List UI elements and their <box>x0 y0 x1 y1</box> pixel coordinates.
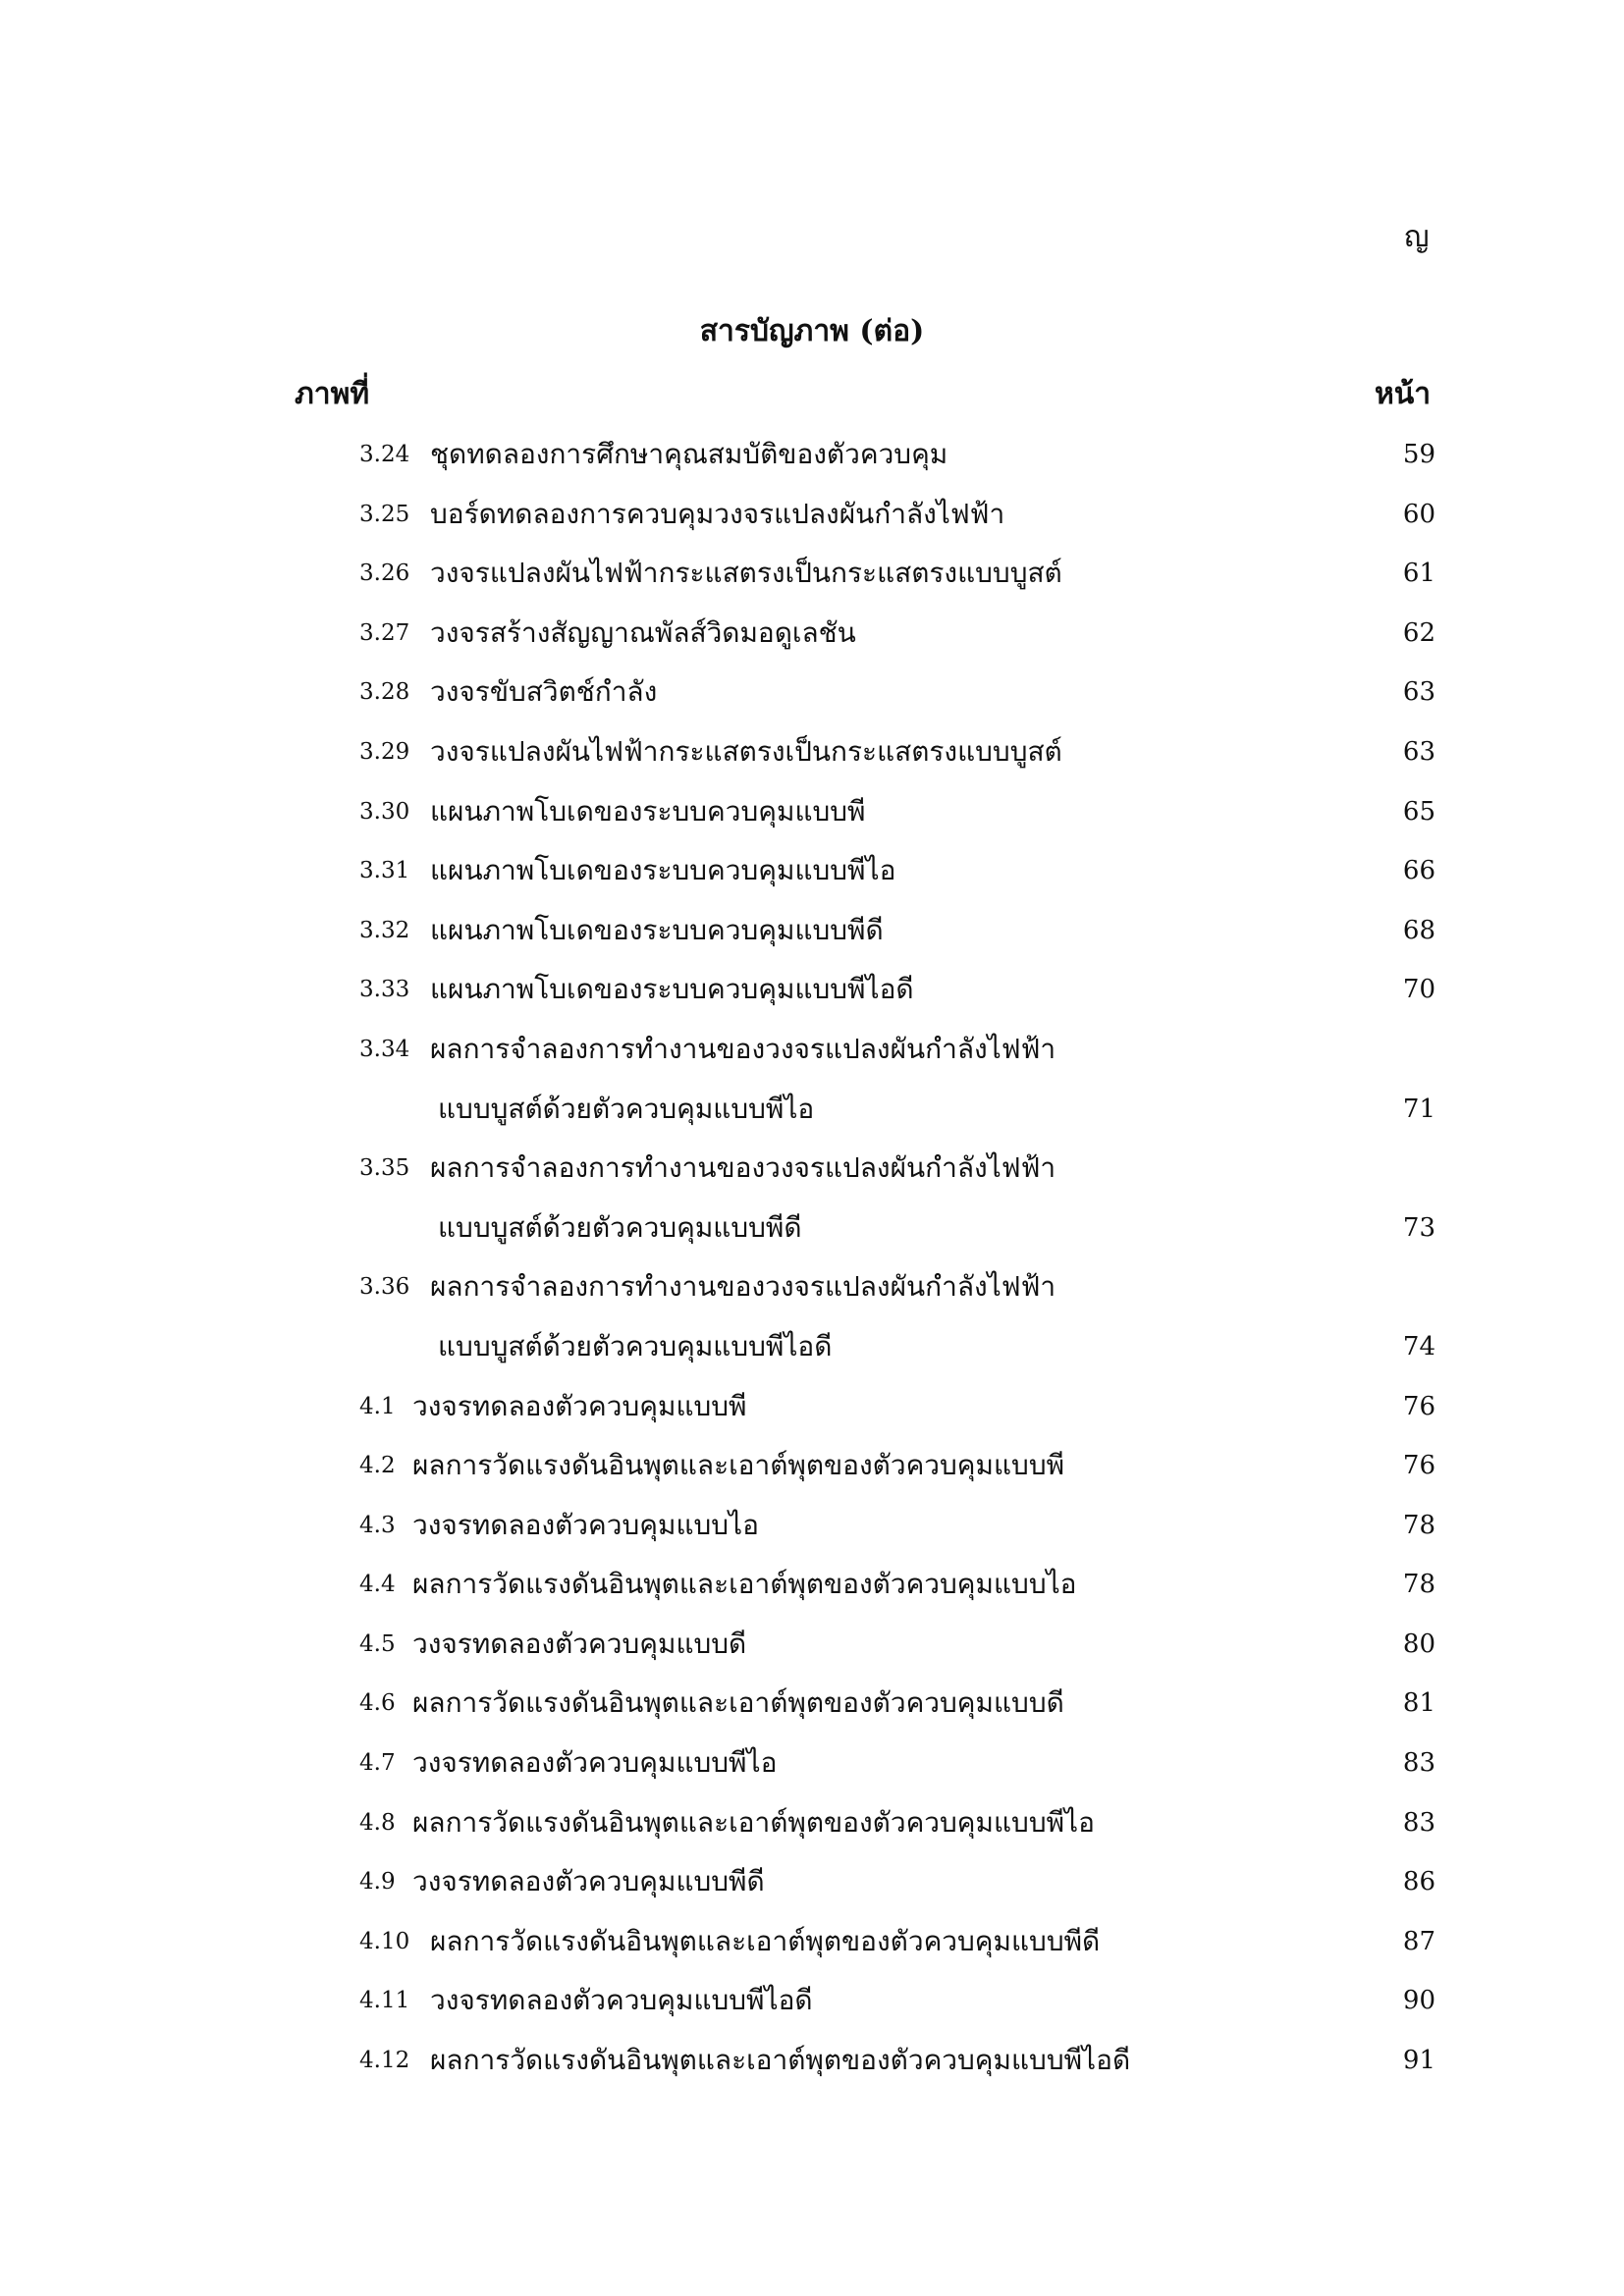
page-number: 86 <box>1402 1867 1435 1897</box>
figure-caption <box>416 782 1357 842</box>
caption-line: แผนภาพโบเดของระบบควบคุมแบบพีไอดี <box>430 973 914 1006</box>
figure-caption <box>416 841 1357 901</box>
caption-line: วงจรแปลงผันไฟฟ้ากระแสตรงเป็นกระแสตรงแบบบูสต์ <box>430 557 1062 590</box>
caption-line: วงจรทดลองตัวควบคุมแบบพีไอดี <box>430 1984 813 2017</box>
figure-caption <box>399 1377 1357 1437</box>
list-item[interactable] <box>359 901 1435 961</box>
page-number: 78 <box>1402 1510 1435 1540</box>
figure-number: 3.27 <box>359 619 410 646</box>
column-header-page: หน้า <box>1375 377 1432 411</box>
figure-caption <box>416 1020 1357 1139</box>
figure-list <box>359 425 1435 2091</box>
list-item[interactable] <box>359 544 1435 604</box>
page-number: 62 <box>1402 617 1435 648</box>
page-title: สารบัญภาพ (ต่อ) <box>699 314 925 348</box>
figure-caption <box>399 1674 1357 1734</box>
figure-number: 3.30 <box>359 798 410 825</box>
page-number: 65 <box>1402 796 1435 827</box>
caption-line: วงจรทดลองตัวควบคุมแบบไอ <box>412 1508 759 1541</box>
page-number: 68 <box>1402 915 1435 945</box>
caption-line: ผลการวัดแรงดันอินพุตและเอาต์พุตของตัวควบคุมแบบพีไอดี <box>430 2044 1131 2077</box>
page-number: 71 <box>1402 1094 1435 1124</box>
caption-line: วงจรขับสวิตช์กำลัง <box>430 675 658 709</box>
list-item[interactable] <box>359 960 1435 1020</box>
page-number: 83 <box>1402 1748 1435 1779</box>
figure-caption <box>399 1496 1357 1556</box>
list-item[interactable] <box>359 1020 1435 1139</box>
caption-line: วงจรทดลองตัวควบคุมแบบดี <box>412 1627 747 1660</box>
caption-line: วงจรทดลองตัวควบคุมแบบพีดี <box>412 1865 765 1898</box>
caption-line: ชุดทดลองการศึกษาคุณสมบัติของตัวควบคุม <box>430 438 948 470</box>
list-item[interactable] <box>359 1852 1435 1912</box>
page-number: 87 <box>1402 1926 1435 1956</box>
caption-line: ผลการวัดแรงดันอินพุตและเอาต์พุตของตัวควบคุมแบบไอ <box>412 1568 1077 1601</box>
caption-line-continued: แบบบูสต์ด้วยตัวควบคุมแบบพีดี <box>438 1210 802 1244</box>
caption-line: ผลการวัดแรงดันอินพุตและเอาต์พุตของตัวควบคุมแบบพี <box>412 1449 1065 1482</box>
figure-number: 3.32 <box>359 917 410 943</box>
figure-number: 4.8 <box>359 1809 396 1836</box>
figure-number: 3.36 <box>359 1274 410 1301</box>
caption-line: ผลการวัดแรงดันอินพุตและเอาต์พุตของตัวควบคุมแบบพีดี <box>430 1924 1101 1957</box>
figure-number: 3.24 <box>359 442 410 467</box>
caption-line: วงจรแปลงผันไฟฟ้ากระแสตรงเป็นกระแสตรงแบบบูสต์ <box>430 734 1062 768</box>
page-number: 61 <box>1402 559 1435 589</box>
list-item[interactable] <box>359 1496 1435 1556</box>
figure-caption <box>399 1615 1357 1675</box>
figure-number: 4.1 <box>359 1393 396 1419</box>
figure-number: 3.33 <box>359 977 410 1003</box>
list-item[interactable] <box>359 722 1435 782</box>
list-item[interactable] <box>359 841 1435 901</box>
figure-caption <box>416 544 1357 604</box>
figure-number: 3.29 <box>359 738 410 765</box>
caption-line: ผลการวัดแรงดันอินพุตและเอาต์พุตของตัวควบคุมแบบพีไอ <box>412 1805 1095 1839</box>
caption-line: แผนภาพโบเดของระบบควบคุมแบบพี <box>430 794 866 828</box>
figure-number: 4.5 <box>359 1630 396 1657</box>
caption-line: ผลการจำลองการทำงานของวงจรแปลงผันกำลังไฟฟ้า <box>430 1151 1056 1185</box>
list-item[interactable] <box>359 2031 1435 2091</box>
caption-line: บอร์ดทดลองการควบคุมวงจรแปลงผันกำลังไฟฟ้า <box>430 497 1005 530</box>
figure-number: 4.2 <box>359 1453 396 1479</box>
page-number: 90 <box>1402 1986 1435 2016</box>
figure-caption <box>416 604 1357 664</box>
caption-line: วงจรทดลองตัวควบคุมแบบพี <box>412 1389 747 1422</box>
figure-caption <box>399 1555 1357 1615</box>
caption-line: วงจรทดลองตัวควบคุมแบบพีไอ <box>412 1746 778 1780</box>
list-item[interactable] <box>359 1139 1435 1257</box>
figure-number: 3.34 <box>359 1036 410 1062</box>
list-item[interactable] <box>359 1257 1435 1376</box>
caption-line: แผนภาพโบเดของระบบควบคุมแบบพีดี <box>430 913 884 946</box>
page-number: 76 <box>1402 1451 1435 1481</box>
list-item[interactable] <box>359 1555 1435 1615</box>
page-number: 73 <box>1402 1212 1435 1243</box>
list-item[interactable] <box>359 782 1435 842</box>
list-item[interactable] <box>359 1793 1435 1853</box>
list-item[interactable] <box>359 1674 1435 1734</box>
figure-number: 4.7 <box>359 1750 396 1777</box>
figure-number: 4.3 <box>359 1512 396 1538</box>
caption-line: ผลการจำลองการทำงานของวงจรแปลงผันกำลังไฟฟ้า <box>430 1032 1056 1065</box>
caption-line: วงจรสร้างสัญญาณพัลส์วิดมอดูเลชัน <box>430 615 856 649</box>
list-item[interactable] <box>359 663 1435 722</box>
page-number: 76 <box>1402 1391 1435 1421</box>
figure-number: 3.31 <box>359 858 410 884</box>
page-number: 91 <box>1402 2046 1435 2076</box>
figure-number: 4.6 <box>359 1690 396 1717</box>
figure-caption <box>399 1793 1357 1853</box>
figure-caption <box>416 663 1357 722</box>
caption-line: แผนภาพโบเดของระบบควบคุมแบบพีไอ <box>430 854 896 887</box>
caption-line: ผลการวัดแรงดันอินพุตและเอาต์พุตของตัวควบคุมแบบดี <box>412 1686 1064 1720</box>
list-item[interactable] <box>359 1615 1435 1675</box>
figure-caption <box>399 1734 1357 1793</box>
page-number: 70 <box>1402 975 1435 1005</box>
figure-number: 3.28 <box>359 679 410 706</box>
page-number: 63 <box>1402 677 1435 708</box>
caption-line-continued: แบบบูสต์ด้วยตัวควบคุมแบบพีไอ <box>438 1092 815 1125</box>
page-number: 78 <box>1402 1570 1435 1600</box>
figure-caption <box>399 1436 1357 1496</box>
figure-caption <box>416 1912 1357 1972</box>
page-number: 81 <box>1402 1688 1435 1719</box>
figure-number: 4.10 <box>359 1928 410 1954</box>
list-item[interactable] <box>359 425 1435 485</box>
page-number: 74 <box>1402 1331 1435 1362</box>
caption-line-continued: แบบบูสต์ด้วยตัวควบคุมแบบพีไอดี <box>438 1329 833 1362</box>
list-item[interactable] <box>359 1734 1435 1793</box>
page-number: 59 <box>1402 440 1435 469</box>
figure-caption <box>416 722 1357 782</box>
figure-caption <box>399 1852 1357 1912</box>
figure-caption <box>416 960 1357 1020</box>
figure-caption <box>416 425 1357 485</box>
list-item[interactable] <box>359 485 1435 545</box>
column-header-figure: ภาพที่ <box>295 377 370 411</box>
figure-caption <box>416 485 1357 545</box>
list-item[interactable] <box>359 604 1435 664</box>
figure-caption <box>416 1971 1357 2031</box>
page-number: 60 <box>1402 499 1435 529</box>
figure-number: 4.12 <box>359 2048 410 2074</box>
caption-line: ผลการจำลองการทำงานของวงจรแปลงผันกำลังไฟฟ้า <box>430 1270 1056 1304</box>
figure-number: 3.26 <box>359 561 410 587</box>
figure-number: 4.11 <box>359 1988 410 2014</box>
list-item[interactable] <box>359 1377 1435 1437</box>
list-item[interactable] <box>359 1436 1435 1496</box>
figure-number: 4.4 <box>359 1572 396 1598</box>
page-letter: ญ <box>1404 220 1430 254</box>
page-number: 63 <box>1402 736 1435 767</box>
list-item[interactable] <box>359 1971 1435 2031</box>
figure-caption <box>416 901 1357 961</box>
list-item[interactable] <box>359 1912 1435 1972</box>
figure-number: 3.35 <box>359 1155 410 1182</box>
page-number: 83 <box>1402 1807 1435 1838</box>
figure-caption <box>416 2031 1357 2091</box>
figure-caption <box>416 1257 1357 1376</box>
page-number: 66 <box>1402 856 1435 886</box>
figure-caption <box>416 1139 1357 1257</box>
figure-number: 3.25 <box>359 501 410 527</box>
figure-number: 4.9 <box>359 1869 396 1896</box>
page-number: 80 <box>1402 1629 1435 1659</box>
